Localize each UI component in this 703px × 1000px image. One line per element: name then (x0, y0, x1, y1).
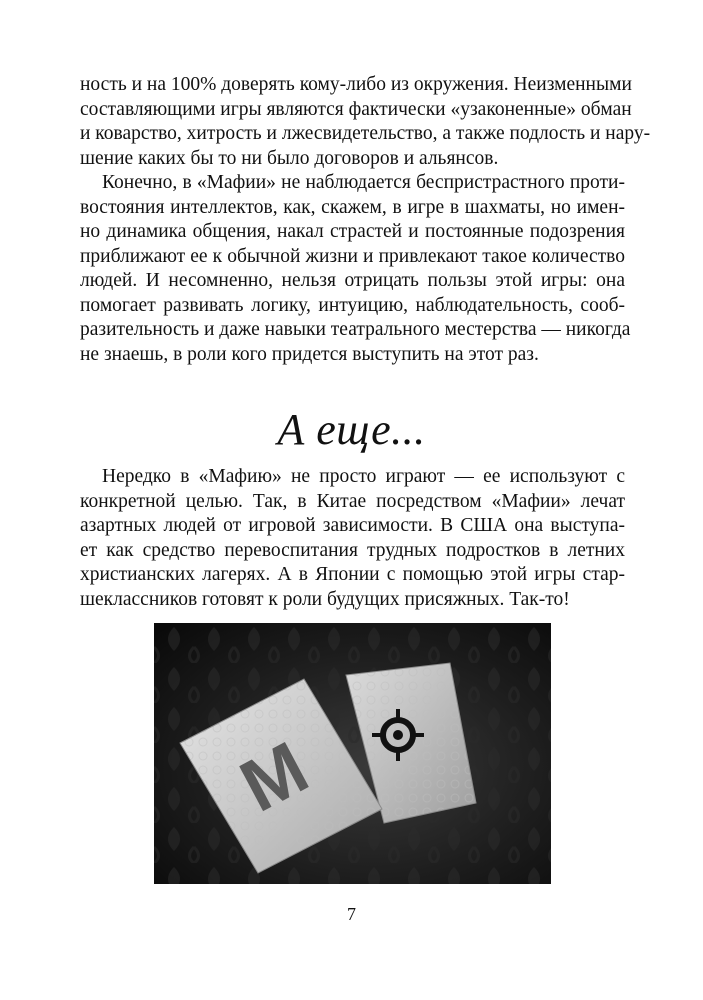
mafia-cards-photo (154, 623, 551, 884)
text-line: Конечно, в «Мафии» не наблюдается беспристрастного проти- (102, 172, 625, 193)
text-line: но динамика общения, накал страстей и постоянные подозрения (80, 221, 625, 242)
text-line: людей. И несомненно, нельзя отрицать пользы этой игры: она (80, 270, 625, 291)
text-line: ет как средство перевоспитания трудных подростков в летних (80, 539, 625, 561)
text-line: христианских лагерях. А в Японии с помощью этой игры стар- (80, 564, 625, 585)
section-heading: А еще... (277, 405, 426, 454)
text-block-top (80, 73, 651, 367)
text-line: Нередко в «Мафию» не просто играют — ее используют с (102, 466, 625, 487)
page-number: 7 (347, 904, 356, 924)
text-line: востояния интеллектов, как, скажем, в игре в шахматы, но имен- (80, 196, 625, 218)
text-line: не знаешь, в роли кого придется выступить на этот раз. (80, 343, 539, 365)
text-line: разительность и даже навыки театрального местерства — никогда (80, 319, 631, 340)
text-line: составляющими игры являются фактически «узаконенные» обман (80, 98, 632, 120)
text-line: и коварство, хитрость и лжесвидетельство, а также подлость и нару- (80, 123, 651, 144)
paragraph-1 (80, 73, 651, 171)
text-line: азартных людей от игровой зависимости. В США она выступа- (80, 515, 625, 536)
card-letter: M (227, 725, 321, 828)
text-line: шение каких бы то ни было договоров и альянсов. (80, 147, 499, 169)
text-line: конкретной целью. Так, в Китае посредством «Мафии» лечат (80, 490, 625, 512)
text-line: приближают ее к обычной жизни и привлекают такое количество (80, 245, 625, 267)
text-block-bottom (80, 465, 625, 612)
text-line: ность и на 100% доверять кому-либо из окружения. Неизменными (80, 74, 632, 95)
text-line: помогает развивать логику, интуицию, наблюдательность, сооб- (80, 294, 625, 316)
text-line: шеклассников готовят к роли будущих присяжных. Так-то! (80, 588, 570, 610)
paragraph-2 (80, 171, 631, 367)
paragraph-3 (80, 465, 625, 612)
